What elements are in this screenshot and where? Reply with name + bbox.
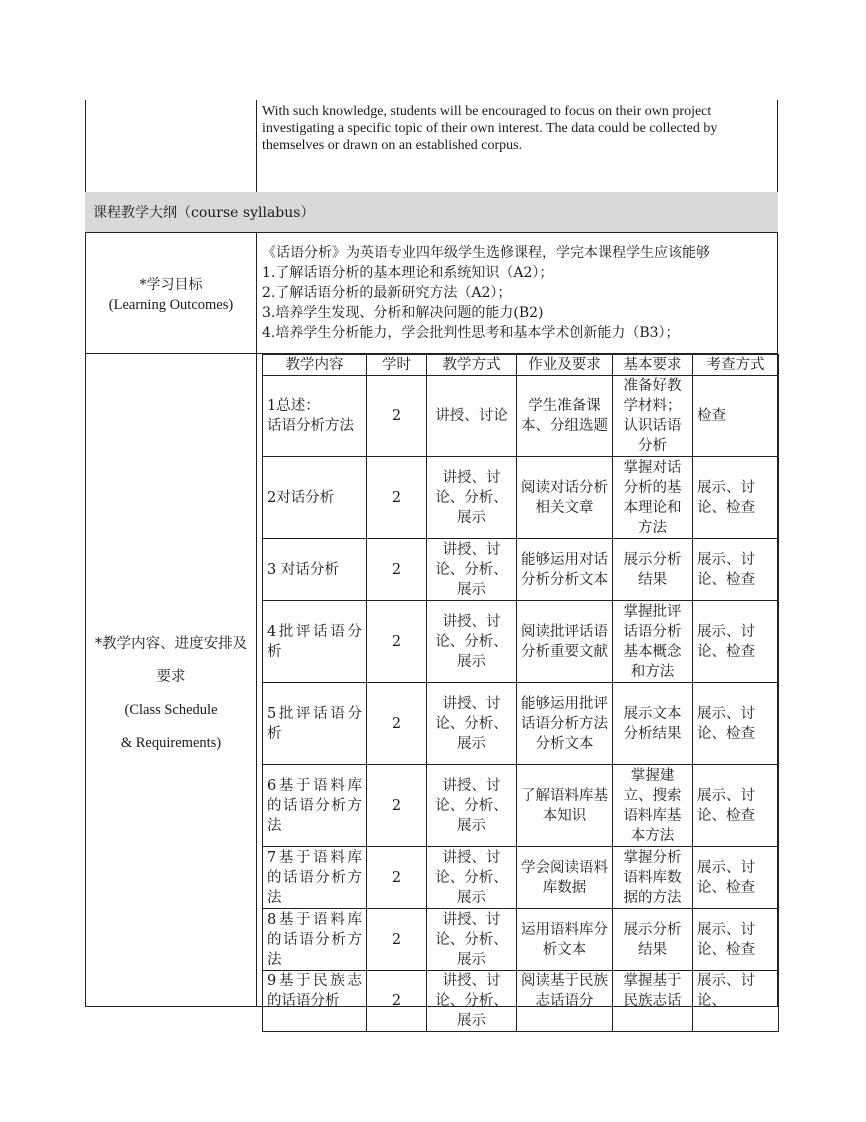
schedule-label-en-2: & Requirements) — [120, 735, 222, 751]
cell-basic: 展示分析结果 — [613, 909, 693, 971]
header-method: 教学方式 — [427, 355, 517, 376]
cell-homework: 能够运用对话分析分析文本 — [517, 539, 613, 601]
cell-hours: 2 — [367, 683, 427, 765]
cell-homework: 能够运用批评话语分析方法分析文本 — [517, 683, 613, 765]
table-row — [263, 971, 779, 1032]
cell-homework: 学会阅读语料库数据 — [517, 847, 613, 909]
cell-basic: 展示分析结果 — [613, 539, 693, 601]
cell-topic: 5批评话语分析 — [263, 683, 367, 765]
cell-assessment: 展示、讨论、检查 — [693, 765, 779, 847]
cell-homework: 阅读批评话语分析重要文献 — [517, 601, 613, 683]
cell-assessment: 展示、讨论、 — [693, 971, 779, 1032]
row-border-syllabus-bottom — [85, 232, 778, 233]
cell-basic: 准备好教学材料；认识话语分析 — [613, 376, 693, 457]
cell-method: 讲授、讨论、分析、展示 — [427, 971, 517, 1032]
cell-method: 讲授、讨论 — [427, 376, 517, 457]
cell-method: 讲授、讨论、分析、展示 — [427, 765, 517, 847]
learning-outcomes-label-en: (Learning Outcomes) — [108, 297, 234, 313]
learning-outcomes-label — [90, 275, 252, 315]
table-row — [263, 765, 779, 847]
column-divider-main — [256, 232, 257, 1007]
cell-method: 讲授、讨论、分析、展示 — [427, 601, 517, 683]
cell-hours: 2 — [367, 909, 427, 971]
cell-method: 讲授、讨论、分析、展示 — [427, 847, 517, 909]
cell-topic: 9基于民族志的话语分析 — [263, 971, 367, 1032]
schedule-label-zh-1: *教学内容、进度安排及 — [94, 636, 248, 652]
learning-outcomes-label-zh: *学习目标 — [139, 277, 203, 293]
cell-basic: 掌握对话分析的基本理论和方法 — [613, 457, 693, 539]
cell-topic: 4批评话语分析 — [263, 601, 367, 683]
cell-method: 讲授、讨论、分析、展示 — [427, 909, 517, 971]
cell-method: 讲授、讨论、分析、展示 — [427, 457, 517, 539]
outcome-line: 《话语分析》为英语专业四年级学生选修课程，学完本课程学生应该能够 — [262, 245, 710, 261]
intro-paragraph: With such knowledge, students will be encouraged to focus on their own project investigating a specific topic of their own interest. The data could be collected by themselves or drawn on an established corpus. — [262, 104, 718, 153]
outcome-line: 2.了解话语分析的最新研究方法（A2）； — [262, 285, 512, 301]
cell-basic: 展示文本分析结果 — [613, 683, 693, 765]
cell-basic: 掌握分析语料库数据的方法 — [613, 847, 693, 909]
table-row — [263, 683, 779, 765]
outer-left-border — [85, 100, 86, 1007]
header-assessment: 考查方式 — [693, 355, 779, 376]
cell-hours: 2 — [367, 539, 427, 601]
outcome-line: 4.培养学生分析能力，学会批判性思考和基本学术创新能力（B3）； — [262, 325, 680, 341]
cell-assessment: 展示、讨论、检查 — [693, 683, 779, 765]
table-row — [263, 457, 779, 539]
cell-basic: 掌握批评话语分析基本概念和方法 — [613, 601, 693, 683]
outcome-line: 3.培养学生发现、分析和解决问题的能力(B2) — [262, 305, 544, 321]
cell-homework: 学生准备课本、分组选题 — [517, 376, 613, 457]
outcome-line: 1.了解话语分析的基本理论和系统知识（A2）； — [262, 265, 554, 281]
learning-outcomes-list — [262, 243, 774, 343]
cell-hours: 2 — [367, 457, 427, 539]
schedule-label-zh-2: 要求 — [156, 669, 186, 685]
cell-homework: 运用语料库分析文本 — [517, 909, 613, 971]
cell-method: 讲授、讨论、分析、展示 — [427, 539, 517, 601]
table-row — [263, 847, 779, 909]
cell-hours: 2 — [367, 765, 427, 847]
cell-hours: 2 — [367, 601, 427, 683]
schedule-label — [88, 628, 254, 760]
schedule-label-en-1: (Class Schedule — [124, 702, 218, 718]
cell-hours: 2 — [367, 847, 427, 909]
cell-topic: 7基于语料库的话语分析方法 — [263, 847, 367, 909]
column-divider-top — [256, 100, 257, 192]
header-homework: 作业及要求 — [517, 355, 613, 376]
cell-topic: 3 对话分析 — [263, 539, 367, 601]
cell-assessment: 展示、讨论、检查 — [693, 539, 779, 601]
cell-homework: 阅读基于民族志话语分 — [517, 971, 613, 1032]
cell-basic: 掌握基于民族志话 — [613, 971, 693, 1032]
table-row — [263, 376, 779, 457]
cell-hours: 2 — [367, 971, 427, 1032]
cell-assessment: 展示、讨论、检查 — [693, 909, 779, 971]
cell-hours: 2 — [367, 376, 427, 457]
cell-topic: 6基于语料库的话语分析方法 — [263, 765, 367, 847]
cell-homework: 了解语料库基本知识 — [517, 765, 613, 847]
schedule-header-row — [263, 355, 779, 376]
table-row — [263, 601, 779, 683]
cell-assessment: 展示、讨论、检查 — [693, 457, 779, 539]
cell-method: 讲授、讨论、分析、展示 — [427, 683, 517, 765]
header-content: 教学内容 — [263, 355, 367, 376]
cell-topic: 2对话分析 — [263, 457, 367, 539]
cell-homework: 阅读对话分析相关文章 — [517, 457, 613, 539]
header-hours: 学时 — [367, 355, 427, 376]
table-row — [263, 539, 779, 601]
schedule-table — [262, 354, 779, 1032]
cell-topic: 8基于语料库的话语分析方法 — [263, 909, 367, 971]
cell-assessment: 展示、讨论、检查 — [693, 847, 779, 909]
cell-assessment: 检查 — [693, 376, 779, 457]
cell-assessment: 展示、讨论、检查 — [693, 601, 779, 683]
cell-topic: 1总述： 话语分析方法 — [263, 376, 367, 457]
cell-basic: 掌握建立、搜索语料库基本方法 — [613, 765, 693, 847]
header-basic: 基本要求 — [613, 355, 693, 376]
syllabus-heading: 课程教学大纲（course syllabus） — [93, 205, 315, 221]
table-row — [263, 909, 779, 971]
